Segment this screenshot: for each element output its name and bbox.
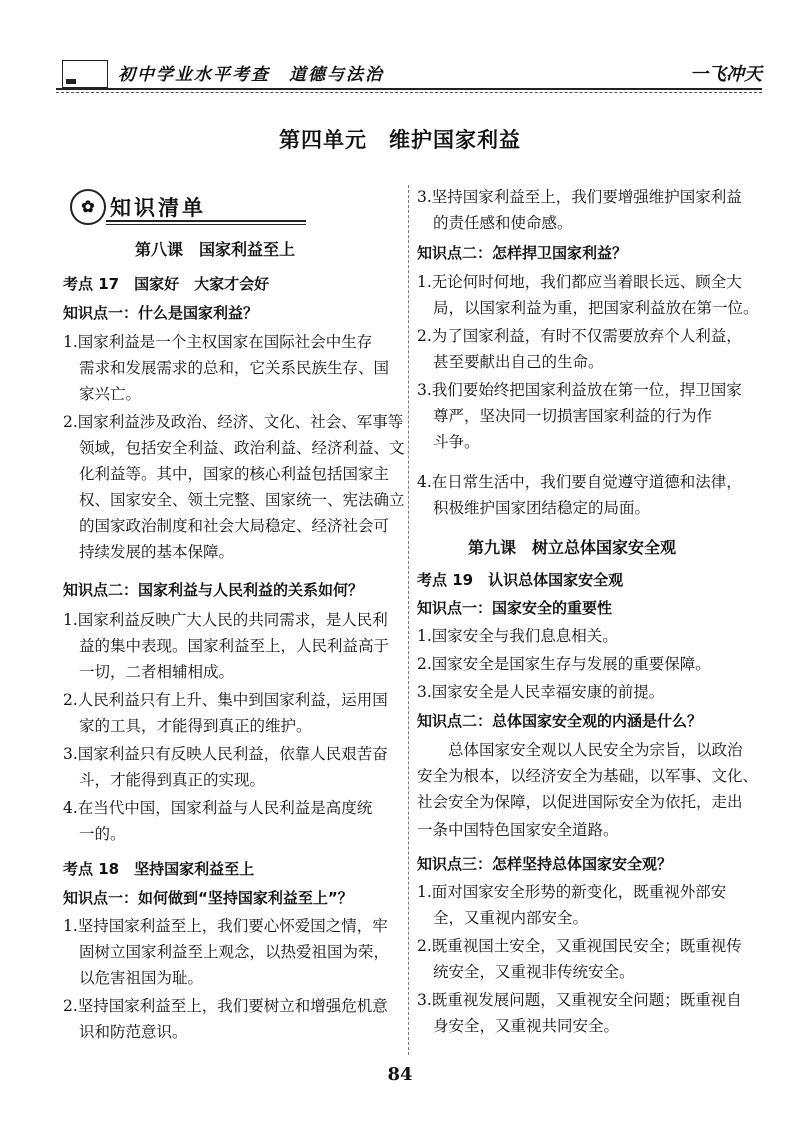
text-line: 家兴亡。 [79,385,142,403]
text-line: 3.坚持国家利益至上，我们要增强维护国家利益 [417,188,742,206]
text-line: 2.人民利益只有上升、集中到国家利益，运用国 [63,691,388,709]
text-line: 1.国家利益反映广大人民的共同需求，是人民利 [63,611,388,629]
page-number: 84 [387,1064,413,1085]
text-line: 持续发展的基本保障。 [79,543,235,561]
flower-icon: ✿ [70,189,106,225]
book-logo-icon [62,60,108,88]
brand-name: 一飞冲天 [690,64,762,85]
text-line: 2.国家利益涉及政治、经济、文化、社会、军事等 [63,413,404,431]
text-line: 的国家政治制度和社会大局稳定、经济社会可 [79,517,390,535]
text-line: 家的工具，才能得到真正的维护。 [79,717,312,735]
text-line: 4.在日常生活中，我们要自觉遵守道德和法律， [417,473,742,491]
section-label: 知识清单 [110,195,206,220]
zhishidian-heading: 知识点三：怎样坚持总体国家安全观？ [417,855,673,873]
zhishidian-heading: 知识点二：总体国家安全观的内涵是什么？ [417,712,703,730]
text-line: 领域，包括安全利益、政治利益、经济利益、文 [79,439,405,457]
text-line: 尊严，坚决同一切损害国家利益的行为作 [433,407,713,425]
text-line: 身安全，又重视共同安全。 [433,1017,620,1035]
text-line: 的责任感和使命感。 [433,214,573,232]
text-line: 斗，才能得到真正的实现。 [79,771,266,789]
zhishidian-heading: 知识点一：什么是国家利益？ [63,304,259,322]
header-rule [56,88,762,90]
kaodian-heading: 考点 18 坚持国家利益至上 [63,860,255,878]
lesson-title: 第八课 国家利益至上 [135,240,296,259]
text-line: 全，又重视内部安全。 [433,909,589,927]
text-line: 总体国家安全观以人民安全为宗旨，以政治 [448,741,743,759]
column-divider [408,185,409,1055]
unit-title: 第四单元 维护国家利益 [279,128,521,152]
text-line: 安全为根本，以经济安全为基础，以军事、文化、 [417,767,759,785]
text-line: 3.我们要始终把国家利益放在第一位，捍卫国家 [417,381,742,399]
text-line: 1.面对国家安全形势的新变化，既重视外部安 [417,883,727,901]
text-line: 益的集中表现。国家利益至上，人民利益高于 [79,637,390,655]
section-badge [70,187,306,225]
text-line: 积极维护国家团结稳定的局面。 [433,499,651,517]
text-line: 2.既重视国土安全，又重视国民安全；既重视传 [417,937,742,955]
text-line: 以危害祖国为耻。 [79,969,204,987]
text-line: 一条中国特色国家安全道路。 [417,821,619,839]
text-line: 2.为了国家利益，有时不仅需要放弃个人利益， [417,327,742,345]
text-line: 斗争。 [433,433,480,451]
text-line: 2.国家安全是国家生存与发展的重要保障。 [417,655,711,673]
text-line: 甚至要献出自己的生命。 [433,353,604,371]
zhishidian-heading: 知识点二：国家利益与人民利益的关系如何？ [63,581,364,599]
text-line: 局，以国家利益为重，把国家利益放在第一位。 [433,299,759,317]
text-line: 2.坚持国家利益至上，我们要树立和增强危机意 [63,997,388,1015]
zhishidian-heading: 知识点一：如何做到“坚持国家利益至上”？ [63,889,353,907]
text-line: 3.国家安全是人民幸福安康的前提。 [417,683,665,701]
text-line: 统安全，又重视非传统安全。 [433,963,635,981]
text-line: 1.无论何时何地，我们都应当着眼长远、顾全大 [417,273,742,291]
zhishidian-heading: 知识点二：怎样捍卫国家利益？ [417,244,628,262]
text-line: 1.国家安全与我们息息相关。 [417,627,618,645]
text-line: 需求和发展需求的总和，它关系民族生存、国 [79,359,390,377]
text-line: 化利益等。其中，国家的核心利益包括国家主 [79,465,390,483]
text-line: 1.国家利益是一个主权国家在国际社会中生存 [63,333,373,351]
series-title: 初中学业水平考查 道德与法治 [118,65,384,85]
kaodian-heading: 考点 19 认识总体国家安全观 [417,571,624,589]
kaodian-heading: 考点 17 国家好 大家才会好 [63,275,270,293]
zhishidian-heading: 知识点一：国家安全的重要性 [417,599,613,617]
lesson-title: 第九课 树立总体国家安全观 [468,538,677,557]
page-header [56,48,762,94]
text-line: 3.国家利益只有反映人民利益，依靠人民艰苦奋 [63,745,388,763]
text-line: 社会安全为保障，以促进国际安全为依托，走出 [417,793,743,811]
text-line: 识和防范意识。 [79,1023,188,1041]
text-line: 3.既重视发展问题，又重视安全问题；既重视自 [417,991,742,1009]
text-line: 1.坚持国家利益至上，我们要心怀爱国之情，牢 [63,917,388,935]
text-line: 一的。 [79,825,126,843]
header-rule-dashed [56,92,762,93]
text-line: 4.在当代中国，国家利益与人民利益是高度统 [63,799,373,817]
text-line: 权、国家安全、领土完整、国家统一、宪法确立 [79,491,405,509]
text-line: 一切，二者相辅相成。 [79,663,235,681]
text-line: 固树立国家利益至上观念，以热爱祖国为荣， [79,943,390,961]
